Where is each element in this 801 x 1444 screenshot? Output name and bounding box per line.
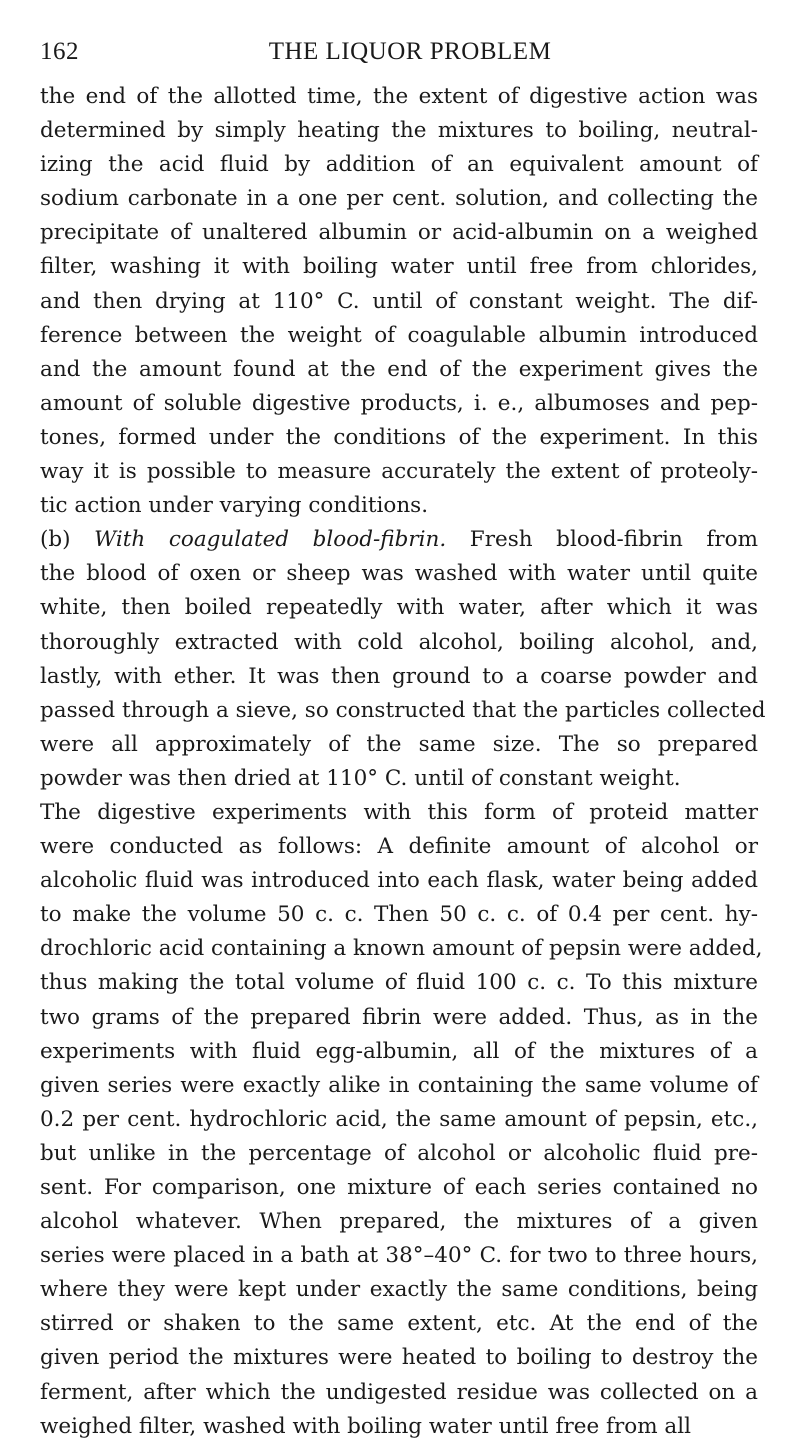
text-line: and then drying at 110° C. until of constant weight. The dif- <box>40 288 758 314</box>
text-line: determined by simply heating the mixtures to boiling, neutral- <box>40 118 758 144</box>
text-line: and the amount found at the end of the experiment gives the <box>40 356 758 382</box>
section-heading-line <box>40 523 758 557</box>
text-line: lastly, with ether. It was then ground to a coarse powder and <box>40 663 758 689</box>
section-heading-rest: Fresh blood-fibrin from <box>469 527 759 553</box>
section-heading: With coagulated blood-fibrin. <box>94 527 447 553</box>
text-line: two grams of the prepared fibrin were added. Thus, as in the <box>40 1004 758 1030</box>
text-line: The digestive experiments with this form of proteid matter <box>40 799 758 825</box>
text-line: alcoholic fluid was introduced into each flask, water being added <box>40 868 758 894</box>
text-line: the end of the allotted time, the extent of digestive action was <box>40 84 758 109</box>
text-line: were all approximately of the same size. The so prepared <box>40 731 758 757</box>
text-line: izing the acid fluid by addition of an equivalent amount of <box>40 152 758 178</box>
text-line: amount of soluble digestive products, i. e., albumoses and pep- <box>40 390 758 416</box>
text-line: ferment, after which the undigested residue was collected on a <box>40 1379 758 1405</box>
text-line: filter, washing it with boiling water until free from chlorides, <box>40 254 758 280</box>
text-line: 0.2 per cent. hydrochloric acid, the same amount of pepsin, etc., <box>40 1106 758 1132</box>
text-line: powder was then dried at 110° C. until of constant weight. <box>40 765 681 791</box>
text-line: given series were exactly alike in containing the same volume of <box>40 1072 758 1098</box>
text-line: white, then boiled repeatedly with water, after which it was <box>40 595 758 621</box>
text-line: series were placed in a bath at 38°–40° C. for two to three hours, <box>40 1243 758 1269</box>
body-text <box>40 80 766 1444</box>
text-line: the blood of oxen or sheep was washed with water until quite <box>40 561 758 587</box>
page-number: 162 <box>40 38 79 65</box>
text-line: given period the mixtures were heated to boiling to destroy the <box>40 1345 758 1371</box>
text-line: where they were kept under exactly the same conditions, being <box>40 1277 758 1303</box>
text-line: alcohol whatever. When prepared, the mixtures of a given <box>40 1209 758 1235</box>
text-line: thoroughly extracted with cold alcohol, boiling alcohol, and, <box>40 629 758 655</box>
text-line: tic action under varying conditions. <box>40 493 429 519</box>
running-head <box>40 38 780 68</box>
text-line: way it is possible to measure accurately the extent of proteoly- <box>40 459 758 485</box>
text-line: sent. For comparison, one mixture of each series contained no <box>40 1175 758 1200</box>
text-line: weighed filter, washed with boiling water until free from all <box>40 1413 692 1439</box>
text-line: thus making the total volume of fluid 100 c. c. To this mixture <box>40 970 758 996</box>
text-line: drochloric acid containing a known amount of pepsin were added, <box>40 936 763 962</box>
section-label: (b) <box>40 527 71 553</box>
text-line: were conducted as follows: A definite amount of alcohol or <box>40 834 758 860</box>
text-line: but unlike in the percentage of alcohol or alcoholic fluid pre- <box>40 1140 758 1166</box>
text-line: sodium carbonate in a one per cent. solution, and collecting the <box>40 186 758 212</box>
text-line: stirred or shaken to the same extent, etc. At the end of the <box>40 1311 758 1337</box>
text-line: ference between the weight of coagulable albumin introduced <box>40 322 758 348</box>
text-line: to make the volume 50 c. c. Then 50 c. c. of 0.4 per cent. hy- <box>40 902 758 928</box>
text-line: precipitate of unaltered albumin or acid-albumin on a weighed <box>40 220 758 246</box>
text-line: experiments with fluid egg-albumin, all of the mixtures of a <box>40 1038 758 1064</box>
text-line: tones, formed under the conditions of the experiment. In this <box>40 424 758 450</box>
text-line: passed through a sieve, so constructed that the particles collected <box>40 697 766 723</box>
running-title: THE LIQUOR PROBLEM <box>268 38 552 65</box>
